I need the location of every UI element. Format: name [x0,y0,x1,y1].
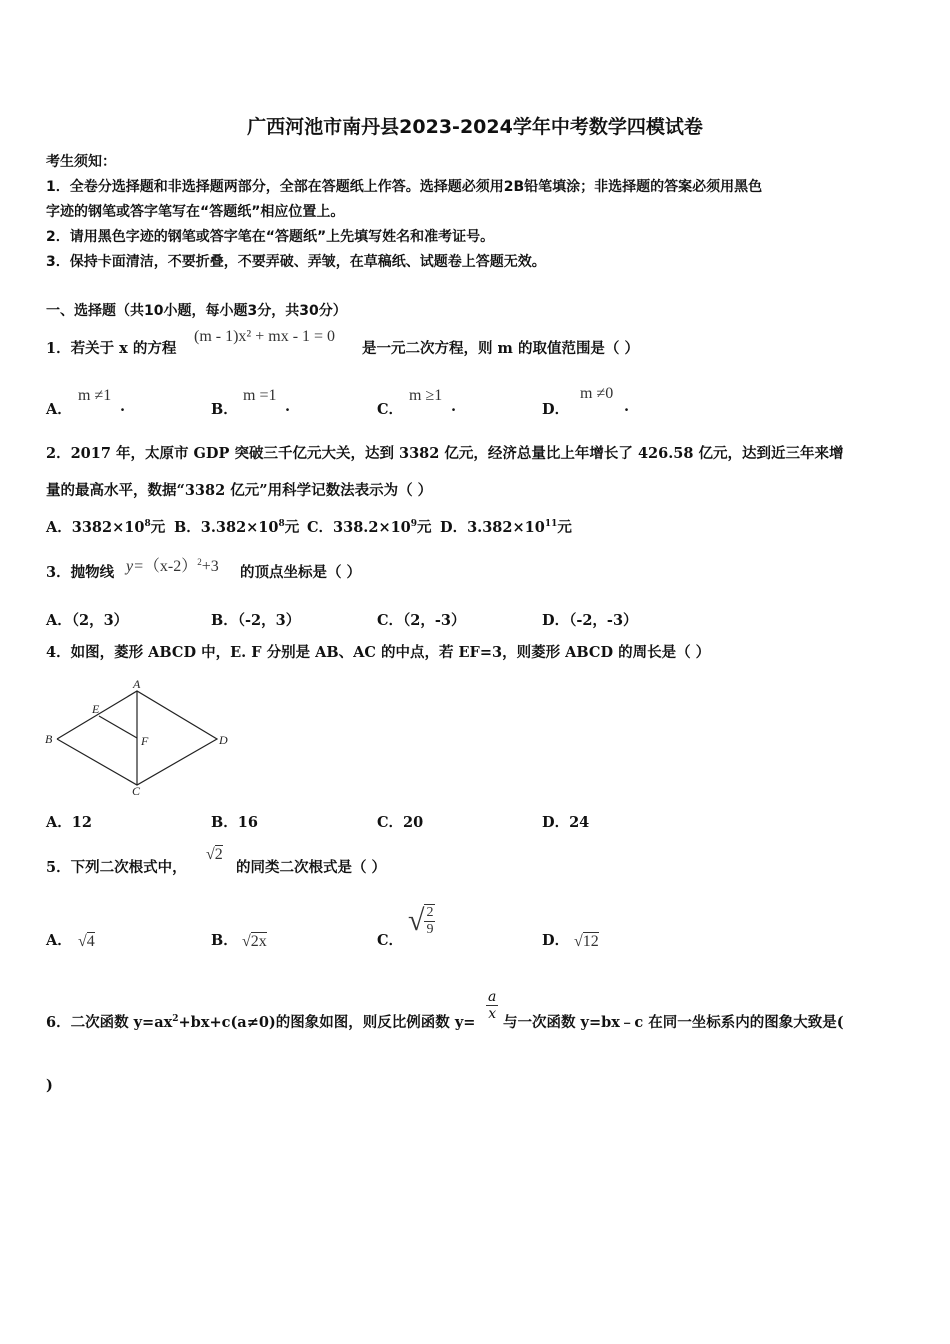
q1-option-c-value: m ≥1 [409,387,443,404]
q2-option-b: B．$3.382\times 10^8$元 [174,519,300,536]
notice-line-1b: 字迹的钢笔或答字笔写在“答题纸”相应位置上。 [46,204,345,220]
q1-option-b-label: B． [211,401,238,418]
label-c: C [132,784,141,798]
q3-option-d: D．（-2，-3） [542,612,638,629]
q1-option-c-label: C． [377,401,404,418]
q6-stem-pre: 6．二次函数 $y=ax^2+bx+c(a\ne 0)$的图象如图，则反比例函数 y= [46,1014,476,1031]
q1-stem-post: 是一元二次方程，则 m 的取值范围是（ ） [362,340,639,357]
q4-option-c: C．20 [377,814,424,831]
segment-ef [99,716,137,738]
q2-option-c: C．$338.2\times 10^9$元 [307,519,432,536]
q6-fraction: $\frac{a}{x}$ [488,989,497,1022]
q5-option-a-label: A． [46,932,72,949]
q1-option-a-dot: . [120,398,126,415]
q3-equation: $y=(x-2)^2+3$ [126,557,219,575]
q3-option-b: B．（-2，3） [211,612,301,629]
q6-close-paren: ) [46,1077,53,1094]
q3-option-a: A．（2，3） [46,612,129,629]
q5-option-d-label: D． [542,932,570,949]
notice-line-2: 2．请用黑色字迹的钢笔或答字笔在“答题纸”上先填写姓名和准考证号。 [46,229,495,245]
q1-option-d-label: D． [542,401,570,418]
label-f: F [141,734,149,748]
q5-option-c-value: √ $\frac{2}{9}$ [408,904,434,937]
q2-option-a: A．$3382\times 10^8$元 [46,519,166,536]
q5-radical: √2 [206,846,223,863]
q5-option-c-label: C． [377,932,404,949]
q2-stem-line-2: 量的最高水平，数据“3382 亿元”用科学记数法表示为（ ） [46,482,433,499]
q3-stem-post: 的顶点坐标是（ ） [240,564,362,581]
q1-option-a-value: m ≠1 [78,387,112,404]
q1-option-d-dot: . [624,398,630,415]
page-title: 广西河池市南丹县2023-2024学年中考数学四模试卷 [247,116,703,138]
q5-option-a-value: √4 [78,933,95,950]
q1-equation: (m - 1)x² + mx - 1 = 0 [194,328,336,345]
section-heading: 一、选择题（共10小题，每小题3分，共30分） [46,303,347,319]
q1-option-c-dot: . [451,398,457,415]
label-d: D [219,733,228,747]
q6-stem-post: 与一次函数 y=bx﹣c 在同一坐标系内的图象大致是( [503,1014,844,1031]
q3-option-c: C．（2，-3） [377,612,466,629]
q4-option-a: A．12 [46,814,92,831]
q5-stem-post: 的同类二次根式是（ ） [236,859,387,876]
q1-option-a-label: A． [46,401,72,418]
notice-line-1: 1．全卷分选择题和非选择题两部分，全部在答题纸上作答。选择题必须用2B铅笔填涂；非选择题的答案必须用黑色 [46,179,763,195]
q1-option-b-dot: . [285,398,291,415]
q1-option-b-value: m =1 [243,387,277,404]
notice-heading: 考生须知： [46,154,116,170]
q4-option-b: B．16 [211,814,258,831]
q1-stem-pre: 1．若关于 x 的方程 [46,340,177,357]
q3-stem-pre: 3．抛物线 [46,564,115,581]
q5-option-b-value: √2x [242,933,267,950]
q4-stem: 4．如图，菱形 ABCD 中，E. F 分别是 AB、AC 的中点，若 EF=3，则菱形 ABCD 的周长是（ ） [46,644,711,661]
q5-stem-pre: 5．下列二次根式中， [46,859,187,876]
q1-option-d-value: m ≠0 [580,385,614,402]
label-e: E [92,702,100,716]
notice-line-3: 3．保持卡面清洁，不要折叠，不要弄破、弄皱，在草稿纸、试题卷上答题无效。 [46,254,546,270]
rhombus-figure [40,678,240,798]
q4-option-d: D．24 [542,814,590,831]
label-a: A [133,678,141,691]
q2-option-d: D．$3.382\times 10^{11}$元 [440,519,572,536]
label-b: B [45,732,53,746]
q5-option-d-value: √12 [574,933,599,950]
q2-stem-line-1: 2．2017 年，太原市 GDP 突破三千亿元大关，达到 3382 亿元，经济总量比上年增长了 426.58 亿元，达到近三年来增 [46,445,844,462]
q5-option-b-label: B． [211,932,238,949]
